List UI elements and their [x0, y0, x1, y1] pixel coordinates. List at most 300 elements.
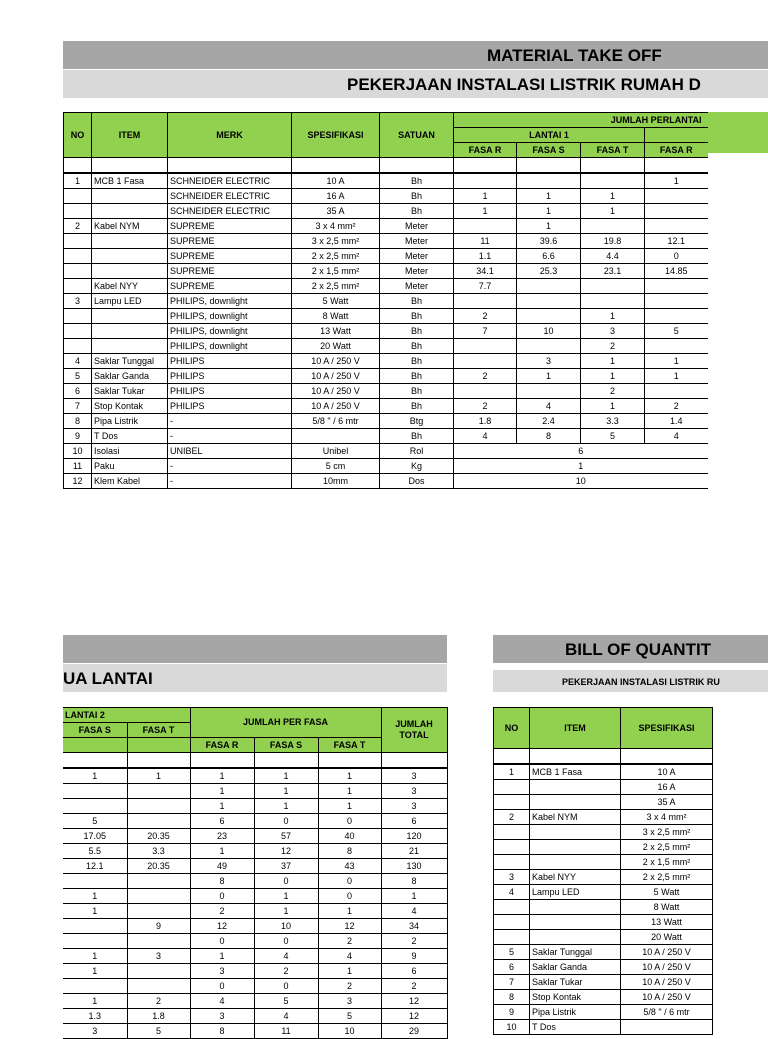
cell-satuan: Meter — [380, 219, 454, 234]
table-row — [494, 870, 768, 885]
boq-cell-spesifikasi: 2 x 2,5 mm² — [621, 870, 713, 885]
cell-fasa-r-l2: 1.4 — [645, 414, 708, 429]
table-row — [63, 979, 447, 994]
cell-total-fasa-s: 12 — [254, 844, 318, 859]
boq-cell-cut — [713, 915, 768, 930]
cell-total-fasa-s: 5 — [254, 994, 318, 1009]
cell-l2-fasa-t: 9 — [127, 919, 190, 934]
cell-l2-fasa-s: 5.5 — [63, 844, 127, 859]
cell-fasa-r-l2 — [645, 189, 708, 204]
cell-merk: PHILIPS — [168, 384, 292, 399]
cell-spesifikasi: 5/8 " / 6 mtr — [292, 414, 380, 429]
cell-spesifikasi: 2 x 1,5 mm² — [292, 264, 380, 279]
cell-total-fasa-t: 1 — [318, 964, 381, 979]
cell-l2-fasa-t — [127, 784, 190, 799]
cell-fasa-t — [581, 219, 645, 234]
cell-quantity-merged: 1 — [454, 459, 708, 474]
boq-cell-spesifikasi: 5 Watt — [621, 885, 713, 900]
cell-fasa-t: 4.4 — [581, 249, 645, 264]
col-header-blank — [645, 128, 708, 143]
boq-cell-no — [494, 825, 530, 840]
green-header-strip — [707, 112, 768, 153]
boq-cell-cut — [713, 810, 768, 825]
cell-satuan: Bh — [380, 354, 454, 369]
cell-fasa-t: 5 — [581, 429, 645, 444]
cell-jumlah-total: 12 — [381, 1009, 447, 1024]
cell-merk: - — [168, 414, 292, 429]
cell-item: Paku — [92, 459, 168, 474]
boq-cell-item: T Dos — [530, 1020, 621, 1035]
cell-total-fasa-s — [254, 753, 318, 769]
cell-fasa-r — [454, 354, 517, 369]
cell-total-fasa-t: 12 — [318, 919, 381, 934]
boq-cell-cut — [713, 930, 768, 945]
cell-total-fasa-t: 1 — [318, 768, 381, 784]
boq-cell-item — [530, 855, 621, 870]
cell-jumlah-total: 130 — [381, 859, 447, 874]
boq-cell-no: 1 — [494, 764, 530, 780]
cell-item — [92, 339, 168, 354]
cell-total-fasa-s: 4 — [254, 949, 318, 964]
cell-fasa-r-l2 — [645, 219, 708, 234]
col-header-fasa-r-lantai2: FASA R — [645, 143, 708, 158]
cell-fasa-s: 2.4 — [517, 414, 581, 429]
cell-total-fasa-s: 2 — [254, 964, 318, 979]
cell-total-fasa-s: 11 — [254, 1024, 318, 1039]
boq-cell-spesifikasi: 10 A / 250 V — [621, 975, 713, 990]
cell-l2-fasa-s: 5 — [63, 814, 127, 829]
table-row — [64, 309, 708, 324]
cell-l2-fasa-s: 1 — [63, 949, 127, 964]
material-take-off-table — [63, 112, 708, 489]
cell-total-fasa-t: 3 — [318, 994, 381, 1009]
boq-cell-cut — [713, 764, 768, 780]
jumlah-per-fasa-table — [63, 707, 448, 1039]
cell-fasa-r-l2: 4 — [645, 429, 708, 444]
boq-cell-cut — [713, 780, 768, 795]
cell-fasa-r-l2 — [645, 279, 708, 294]
cell-fasa-r — [454, 294, 517, 309]
cell-spesifikasi: 10 A — [292, 173, 380, 189]
cell-spesifikasi: 13 Watt — [292, 324, 380, 339]
table-row — [63, 844, 447, 859]
cell-merk: SUPREME — [168, 264, 292, 279]
cell-jumlah-total: 29 — [381, 1024, 447, 1039]
cell-fasa-r: 2 — [454, 309, 517, 324]
cell-fasa-s: 1 — [517, 204, 581, 219]
boq-cell-spesifikasi: 2 x 2,5 mm² — [621, 840, 713, 855]
cell-item — [92, 234, 168, 249]
cell-fasa-s — [517, 339, 581, 354]
cell-l2-fasa-s: 1 — [63, 904, 127, 919]
boq-col-header-item: ITEM — [530, 708, 621, 749]
cell-no — [64, 249, 92, 264]
mto-body — [64, 158, 708, 489]
cell-spesifikasi: 8 Watt — [292, 309, 380, 324]
cell-fasa-t: 1 — [581, 369, 645, 384]
table-row — [494, 930, 768, 945]
cell-item: Isolasi — [92, 444, 168, 459]
cell-fasa-s: 25.3 — [517, 264, 581, 279]
cell-total-fasa-t: 8 — [318, 844, 381, 859]
cell-no — [64, 264, 92, 279]
boq-cell-spesifikasi: 16 A — [621, 780, 713, 795]
cell-l2-fasa-t — [127, 979, 190, 994]
cell-spesifikasi: 2 x 2,5 mm² — [292, 249, 380, 264]
table-row — [64, 158, 708, 174]
cell-spesifikasi — [292, 429, 380, 444]
cell-fasa-t: 3 — [581, 324, 645, 339]
cell-jumlah-total: 34 — [381, 919, 447, 934]
table-row — [64, 414, 708, 429]
cell-total-fasa-r: 1 — [190, 784, 254, 799]
cell-item: T Dos — [92, 429, 168, 444]
col-header-spacer — [63, 738, 127, 753]
cell-fasa-r-l2: 0 — [645, 249, 708, 264]
cell-fasa-r: 1 — [454, 189, 517, 204]
cell-jumlah-total: 9 — [381, 949, 447, 964]
cell-total-fasa-s: 1 — [254, 799, 318, 814]
table-row — [64, 173, 708, 189]
col-header-spesifikasi: SPESIFIKASI — [292, 113, 380, 158]
cell-item: Saklar Tukar — [92, 384, 168, 399]
cell-item: MCB 1 Fasa — [92, 173, 168, 189]
boq-cell-no: 8 — [494, 990, 530, 1005]
table-row — [494, 945, 768, 960]
boq-cell-no: 10 — [494, 1020, 530, 1035]
table-row — [63, 904, 447, 919]
boq-cell-no: 9 — [494, 1005, 530, 1020]
table-row — [63, 994, 447, 1009]
cell-no: 7 — [64, 399, 92, 414]
cell-fasa-r: 2 — [454, 399, 517, 414]
cell-fasa-r-l2 — [645, 158, 708, 174]
cell-no: 10 — [64, 444, 92, 459]
cell-no — [64, 158, 92, 174]
cell-fasa-t — [581, 279, 645, 294]
cell-merk: SCHNEIDER ELECTRIC — [168, 189, 292, 204]
cell-fasa-r — [454, 219, 517, 234]
cell-merk: SCHNEIDER ELECTRIC — [168, 173, 292, 189]
cell-l2-fasa-t: 3.3 — [127, 844, 190, 859]
cell-l2-fasa-s: 1 — [63, 994, 127, 1009]
cell-no: 1 — [64, 173, 92, 189]
table-row — [494, 810, 768, 825]
cell-fasa-t: 2 — [581, 384, 645, 399]
cell-fasa-r-l2 — [645, 384, 708, 399]
cell-satuan: Meter — [380, 264, 454, 279]
cell-fasa-s: 4 — [517, 399, 581, 414]
cell-item: Pipa Listrik — [92, 414, 168, 429]
cell-no: 6 — [64, 384, 92, 399]
cell-l2-fasa-s — [63, 874, 127, 889]
col-header-merk: MERK — [168, 113, 292, 158]
cell-fasa-s — [517, 384, 581, 399]
table-row — [64, 339, 708, 354]
table-row — [64, 294, 708, 309]
boq-cell-item: Stop Kontak — [530, 990, 621, 1005]
cell-jumlah-total: 21 — [381, 844, 447, 859]
cell-satuan: Dos — [380, 474, 454, 489]
cell-total-fasa-t: 0 — [318, 889, 381, 904]
table-row — [494, 1020, 768, 1035]
cell-item — [92, 204, 168, 219]
boq-cell-no: 2 — [494, 810, 530, 825]
boq-cell-cut — [713, 795, 768, 810]
cell-total-fasa-r: 0 — [190, 889, 254, 904]
cell-total-fasa-r: 1 — [190, 768, 254, 784]
cell-merk: - — [168, 459, 292, 474]
cell-total-fasa-r: 3 — [190, 1009, 254, 1024]
cell-spesifikasi: 5 cm — [292, 459, 380, 474]
cell-item — [92, 249, 168, 264]
cell-satuan: Bh — [380, 294, 454, 309]
table-row — [494, 885, 768, 900]
cell-fasa-r: 11 — [454, 234, 517, 249]
cell-satuan: Bh — [380, 189, 454, 204]
boq-cell-cut — [713, 749, 768, 765]
cell-satuan: Bh — [380, 324, 454, 339]
cell-no — [64, 204, 92, 219]
boq-col-header-cut — [713, 708, 768, 749]
cell-spesifikasi: 3 x 4 mm² — [292, 219, 380, 234]
boq-cell-no: 5 — [494, 945, 530, 960]
cell-satuan: Kg — [380, 459, 454, 474]
cell-item — [92, 309, 168, 324]
boq-cell-cut — [713, 840, 768, 855]
cell-total-fasa-s: 57 — [254, 829, 318, 844]
table-row — [63, 949, 447, 964]
cell-total-fasa-r: 1 — [190, 844, 254, 859]
boq-cell-no — [494, 840, 530, 855]
page-title: MATERIAL TAKE OFF — [487, 45, 662, 67]
cell-no: 4 — [64, 354, 92, 369]
cell-no: 9 — [64, 429, 92, 444]
cell-l2-fasa-t — [127, 799, 190, 814]
cell-no — [64, 279, 92, 294]
boq-cell-no — [494, 780, 530, 795]
cell-total-fasa-s: 0 — [254, 934, 318, 949]
cell-l2-fasa-t: 1 — [127, 768, 190, 784]
cell-jumlah-total: 2 — [381, 979, 447, 994]
cell-fasa-s: 8 — [517, 429, 581, 444]
boq-cell-no — [494, 930, 530, 945]
cell-l2-fasa-s — [63, 784, 127, 799]
cell-total-fasa-r: 8 — [190, 1024, 254, 1039]
cell-fasa-t: 2 — [581, 339, 645, 354]
boq-col-header-spesifikasi: SPESIFIKASI — [621, 708, 713, 749]
boq-cell-item: Saklar Ganda — [530, 960, 621, 975]
cell-jumlah-total: 8 — [381, 874, 447, 889]
cell-jumlah-total: 3 — [381, 784, 447, 799]
cell-spesifikasi: 35 A — [292, 204, 380, 219]
cell-jumlah-total: 120 — [381, 829, 447, 844]
table-row — [64, 369, 708, 384]
cell-item: Klem Kabel — [92, 474, 168, 489]
table-row — [63, 859, 447, 874]
boq-cell-no: 7 — [494, 975, 530, 990]
cell-total-fasa-r: 49 — [190, 859, 254, 874]
cell-jumlah-total: 1 — [381, 889, 447, 904]
cell-l2-fasa-t — [127, 964, 190, 979]
cell-total-fasa-r: 0 — [190, 934, 254, 949]
cell-total-fasa-s: 0 — [254, 979, 318, 994]
boq-subtitle: PEKERJAAN INSTALASI LISTRIK RU — [562, 676, 768, 688]
cell-fasa-t: 1 — [581, 309, 645, 324]
cell-spesifikasi: 10 A / 250 V — [292, 369, 380, 384]
boq-cell-no — [494, 900, 530, 915]
cell-total-fasa-t: 5 — [318, 1009, 381, 1024]
cell-merk: PHILIPS — [168, 354, 292, 369]
cell-spesifikasi: 3 x 2,5 mm² — [292, 234, 380, 249]
col-header-lantai2: LANTAI 2 — [63, 708, 190, 723]
cell-fasa-r — [454, 158, 517, 174]
cell-jumlah-total: 2 — [381, 934, 447, 949]
cell-l2-fasa-t: 1.8 — [127, 1009, 190, 1024]
cell-total-fasa-t: 43 — [318, 859, 381, 874]
boq-cell-cut — [713, 825, 768, 840]
cell-fasa-t — [581, 158, 645, 174]
cell-satuan: Btg — [380, 414, 454, 429]
cell-item: Stop Kontak — [92, 399, 168, 414]
cell-no — [64, 234, 92, 249]
cell-quantity-merged: 6 — [454, 444, 708, 459]
cell-merk: PHILIPS — [168, 399, 292, 414]
cell-no — [64, 339, 92, 354]
col-header-fasa-s: FASA S — [517, 143, 581, 158]
cell-item — [92, 264, 168, 279]
cell-satuan — [380, 158, 454, 174]
col-header-fasa-t: FASA T — [581, 143, 645, 158]
boq-cell-no — [494, 795, 530, 810]
boq-cell-spesifikasi: 10 A — [621, 764, 713, 780]
cell-fasa-r: 4 — [454, 429, 517, 444]
cell-l2-fasa-s — [63, 799, 127, 814]
cell-quantity-merged: 10 — [454, 474, 708, 489]
cell-l2-fasa-t — [127, 889, 190, 904]
table-row — [64, 459, 708, 474]
table-row — [63, 829, 447, 844]
cell-fasa-r: 7 — [454, 324, 517, 339]
cell-l2-fasa-s — [63, 934, 127, 949]
col-header-fasa-r: FASA R — [454, 143, 517, 158]
cell-fasa-s: 6.6 — [517, 249, 581, 264]
table-row — [63, 753, 447, 769]
table-row — [64, 444, 708, 459]
cell-item: Saklar Ganda — [92, 369, 168, 384]
cell-satuan: Meter — [380, 279, 454, 294]
cell-spesifikasi: 10mm — [292, 474, 380, 489]
cell-total-fasa-r: 3 — [190, 964, 254, 979]
cell-fasa-t: 19.8 — [581, 234, 645, 249]
table-row — [64, 354, 708, 369]
cell-fasa-s: 10 — [517, 324, 581, 339]
boq-cell-spesifikasi — [621, 1020, 713, 1035]
col-header-no: NO — [64, 113, 92, 158]
col-header-lantai1: LANTAI 1 — [454, 128, 645, 143]
cell-item — [92, 324, 168, 339]
cell-merk: PHILIPS, downlight — [168, 309, 292, 324]
boq-cell-spesifikasi — [621, 749, 713, 765]
boq-cell-spesifikasi: 10 A / 250 V — [621, 990, 713, 1005]
cell-total-fasa-t: 40 — [318, 829, 381, 844]
table-row — [64, 234, 708, 249]
boq-cell-item — [530, 795, 621, 810]
boq-col-header-no: NO — [494, 708, 530, 749]
boq-cell-item: MCB 1 Fasa — [530, 764, 621, 780]
cell-total-fasa-r: 0 — [190, 979, 254, 994]
boq-cell-cut — [713, 960, 768, 975]
cell-satuan: Meter — [380, 249, 454, 264]
cell-satuan: Bh — [380, 204, 454, 219]
boq-cell-no: 6 — [494, 960, 530, 975]
table-row — [63, 889, 447, 904]
cell-spesifikasi: 5 Watt — [292, 294, 380, 309]
cell-total-fasa-t: 4 — [318, 949, 381, 964]
cell-total-fasa-r: 23 — [190, 829, 254, 844]
table-row — [494, 855, 768, 870]
table-row — [63, 1009, 447, 1024]
table-row — [64, 264, 708, 279]
cell-l2-fasa-s: 1 — [63, 964, 127, 979]
cell-merk: - — [168, 474, 292, 489]
table-row — [64, 384, 708, 399]
cell-fasa-r-l2: 12.1 — [645, 234, 708, 249]
cell-satuan: Bh — [380, 429, 454, 444]
table-row — [494, 900, 768, 915]
cell-l2-fasa-t: 20.35 — [127, 859, 190, 874]
cell-l2-fasa-t — [127, 814, 190, 829]
cell-item: Kabel NYY — [92, 279, 168, 294]
table-row — [494, 749, 768, 765]
cell-fasa-t: 1 — [581, 189, 645, 204]
cell-satuan: Bh — [380, 173, 454, 189]
cell-item — [92, 189, 168, 204]
cell-total-fasa-s: 4 — [254, 1009, 318, 1024]
cell-fasa-t: 1 — [581, 399, 645, 414]
cell-total-fasa-s: 1 — [254, 904, 318, 919]
cell-fasa-t: 1 — [581, 354, 645, 369]
boq-cell-no: 4 — [494, 885, 530, 900]
cell-spesifikasi: 16 A — [292, 189, 380, 204]
title-band — [63, 41, 768, 69]
col-header-jumlah-perlantai: JUMLAH PERLANTAI — [454, 113, 708, 128]
cell-merk: PHILIPS, downlight — [168, 294, 292, 309]
cell-merk — [168, 158, 292, 174]
cell-total-fasa-t: 2 — [318, 934, 381, 949]
cell-no: 12 — [64, 474, 92, 489]
cell-fasa-r-l2: 14.85 — [645, 264, 708, 279]
page2-title-fragment: UA LANTAI — [63, 668, 153, 690]
cell-spesifikasi: Unibel — [292, 444, 380, 459]
col-header-jumlah-per-fasa: JUMLAH PER FASA — [190, 708, 381, 738]
cell-no: 11 — [64, 459, 92, 474]
cell-satuan: Bh — [380, 369, 454, 384]
boq-cell-spesifikasi: 3 x 4 mm² — [621, 810, 713, 825]
cell-l2-fasa-t: 20.35 — [127, 829, 190, 844]
cell-l2-fasa-t: 5 — [127, 1024, 190, 1039]
cell-total-fasa-s: 0 — [254, 814, 318, 829]
cell-no — [64, 189, 92, 204]
boq-cell-item: Saklar Tunggal — [530, 945, 621, 960]
cell-total-fasa-t: 1 — [318, 799, 381, 814]
col-header-jumlah-total: JUMLAH TOTAL — [381, 708, 447, 753]
cell-total-fasa-r: 4 — [190, 994, 254, 1009]
cell-fasa-s — [517, 158, 581, 174]
cell-item — [92, 158, 168, 174]
cell-fasa-t: 1 — [581, 204, 645, 219]
boq-cell-spesifikasi: 35 A — [621, 795, 713, 810]
